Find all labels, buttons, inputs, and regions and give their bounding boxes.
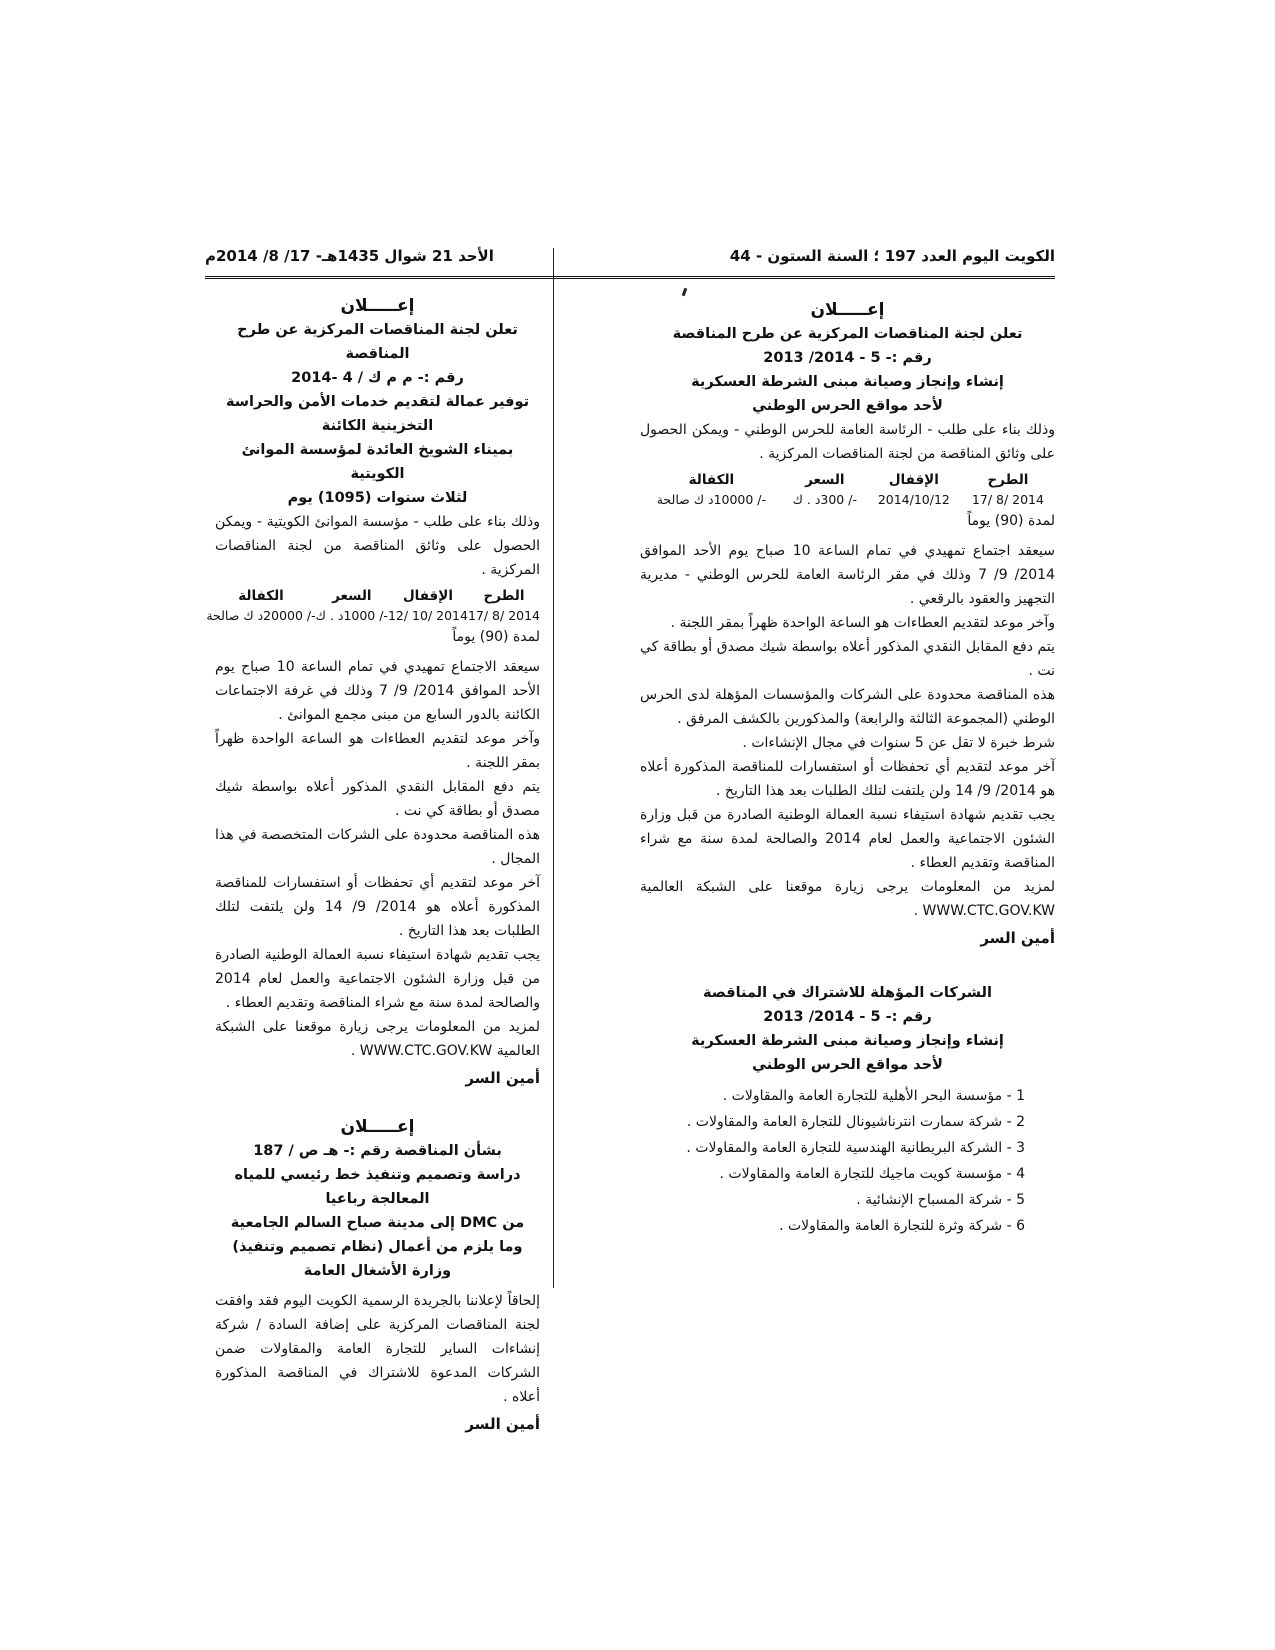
paragraph: وآخر موعد لتقديم العطاءات هو الساعة الواحدة ظهراً بمقر اللجنة .: [215, 731, 540, 771]
announcement-title: إعـــــلان: [340, 1117, 415, 1137]
qualified-heading: الشركات المؤهلة للاشتراك في المناقصة: [703, 985, 992, 1001]
right-column: [640, 300, 1055, 1257]
announcement-title: إعـــــلان: [810, 300, 885, 320]
col-offer: الطرح: [483, 588, 525, 604]
paragraph: آخر موعد لتقديم أي تحفظات أو استفسارات للمناقصة المذكورة أعلاه هو 2014/ 9/ 14 ولن يلتفت لتلك الطلبات بعد هذا التاريخ .: [640, 759, 1055, 799]
paragraph: سيعقد اجتماع تمهيدي في تمام الساعة 10 صباح يوم الأحد الموافق 2014/ 9/ 7 وذلك في مقر الرئاسة العامة للحرس الوطني - مديرية التجهيز والعقود بالرقعي .: [640, 543, 1055, 607]
tender-dates-table: [206, 586, 540, 625]
ministry-name: وزارة الأشغال العامة: [303, 1263, 452, 1279]
list-item: 2 - شركة سمارت انترناشيونال للتجارة العامة والمقاولات .: [686, 1114, 1025, 1130]
cell-price: -/ 1000د . ك: [315, 608, 388, 623]
tender-subject-3: وما يلزم من أعمال (نظام تصميم وتنفيذ): [232, 1239, 523, 1255]
left-column: [206, 296, 540, 1451]
tender-subject-2: من DMC إلى مدينة صباح السالم الجامعية: [230, 1215, 525, 1231]
header-date: الأحد 21 شوال 1435هـ- 17/ 8/ 2014م: [205, 247, 494, 265]
cell-offer: 2014 /8 /17: [971, 492, 1044, 507]
header-rule: [205, 276, 1055, 279]
validity: لمدة (90) يوماً: [967, 513, 1055, 529]
cell-guarantee: -/ 20000د ك صالحة: [206, 608, 316, 623]
tender-subject: توفير عمالة لتقديم خدمات الأمن والحراسة التخزينية الكائنة: [225, 394, 530, 434]
announcement-heading: تعلن لجنة المناقصات المركزية عن طرح المناقصة: [672, 326, 1023, 342]
paragraph: يجب تقديم شهادة استيفاء نسبة العمالة الوطنية الصادرة من قبل وزارة الشئون الاجتماعية والعمل لعام 2014 والصالحة لمدة سنة مع شراء المناقصة وتقديم العطاء .: [640, 807, 1056, 871]
tender-duration: لثلاث سنوات (1095) يوم: [287, 490, 468, 506]
list-item: 6 - شركة وثرة للتجارة العامة والمقاولات .: [779, 1218, 1025, 1234]
header-issue-info: الكويت اليوم العدد 197 ؛ السنة الستون - 44: [729, 247, 1055, 265]
col-price: السعر: [805, 472, 845, 488]
tender-intro: وذلك بناء على طلب - مؤسسة الموانئ الكويتية - ويمكن الحصول على وثائق المناقصة من لجنة المناقصات المركزية .: [215, 514, 540, 578]
paragraph: إلحاقاً لإعلاننا بالجريدة الرسمية الكويت اليوم فقد وافقت لجنة المناقصات المركزية على إضافة السادة / شركة إنشاءات الساير للتجارة العامة والمقاولات ضمن الشركات المدعوة للاشتراك في المناقصة المذكورة أعلاه .: [215, 1293, 540, 1405]
qualified-companies: [640, 981, 1055, 1239]
tender-intro: وذلك بناء على طلب - الرئاسة العامة للحرس الوطني - ويمكن الحصول على وثائق المناقصة من لجنة المناقصات المركزية .: [640, 422, 1055, 462]
cell-offer: 2014 /8 /17: [467, 608, 540, 623]
tender-subject: إنشاء وإنجاز وصيانة مبنى الشرطة العسكرية: [691, 1033, 1004, 1049]
announcement-title: إعـــــلان: [340, 296, 415, 316]
paragraph: هذه المناقصة محدودة على الشركات المتخصصة في هذا المجال .: [215, 827, 540, 867]
tender-subject-2: لأحد مواقع الحرس الوطني: [752, 398, 943, 414]
tender-number: رقم :- م م ك / 4 -2014: [291, 370, 464, 386]
col-closing: الإقفال: [888, 472, 939, 488]
scan-mark: [682, 288, 688, 297]
announcement-military-police: [640, 300, 1055, 947]
paragraph: يتم دفع المقابل النقدي المذكور أعلاه بواسطة شيك مصدق أو بطاقة كي نت .: [640, 639, 1055, 679]
col-price: السعر: [332, 588, 372, 604]
list-item: 3 - الشركة البريطانية الهندسية للتجارة العامة والمقاولات .: [686, 1140, 1025, 1156]
list-item: 4 - مؤسسة كويت ماجيك للتجارة العامة والمقاولات .: [719, 1166, 1025, 1182]
paragraph: لمزيد من المعلومات يرجى زيارة موقعنا على الشبكة العالمية WWW.CTC.GOV.KW .: [215, 1019, 540, 1059]
list-item: 5 - شركة المسباح الإنشائية .: [856, 1192, 1025, 1208]
paragraph: يجب تقديم شهادة استيفاء نسبة العمالة الوطنية الصادرة من قبل وزارة الشئون الاجتماعية والعمل لعام 2014 والصالحة لمدة سنة مع شراء المناقصة وتقديم العطاء .: [215, 947, 540, 1011]
tender-subject: إنشاء وإنجاز وصيانة مبنى الشرطة العسكرية: [691, 374, 1004, 390]
paragraph: شرط خبرة لا تقل عن 5 سنوات في مجال الإنشاءات .: [742, 735, 1055, 751]
col-offer: الطرح: [987, 472, 1029, 488]
col-guarantee: الكفالة: [238, 588, 284, 604]
paragraph: آخر موعد لتقديم أي تحفظات أو استفسارات للمناقصة المذكورة أعلاه هو 2014/ 9/ 14 ولن يلتفت لتلك الطلبات بعد هذا التاريخ .: [215, 875, 540, 939]
paragraph: يتم دفع المقابل النقدي المذكور أعلاه بواسطة شيك مصدق أو بطاقة كي نت .: [215, 779, 540, 819]
paragraph: سيعقد الاجتماع تمهيدي في تمام الساعة 10 صباح يوم الأحد الموافق 2014/ 9/ 7 وذلك في غرفة الاجتماعات الكائنة بالدور السابع من مبنى مجمع الموانئ .: [215, 659, 540, 723]
signer: أمين السر: [980, 929, 1055, 947]
signer: أمين السر: [465, 1069, 540, 1087]
tender-subject: دراسة وتصميم وتنفيذ خط رئيسي للمياه المعالجة رباعيا: [234, 1167, 521, 1207]
list-item: 1 - مؤسسة البحر الأهلية للتجارة العامة والمقاولات .: [722, 1088, 1025, 1104]
cell-closing: 2014 /10 /12: [387, 608, 468, 623]
col-closing: الإقفال: [402, 588, 453, 604]
validity: لمدة (90) يوماً: [452, 629, 540, 645]
tender-subject-2: بميناء الشويخ العائدة لمؤسسة الموانئ الكويتية: [241, 442, 514, 482]
cell-closing: 2014/10/12: [877, 492, 950, 507]
company-list: [640, 1083, 1055, 1239]
announcement-water-line: [215, 1117, 540, 1433]
cell-guarantee: -/ 10000د ك صالحة: [656, 492, 767, 507]
tender-dates-table: [640, 470, 1055, 509]
tender-number: بشأن المناقصة رقم :- هـ ص / 187: [253, 1143, 502, 1159]
tender-number: رقم :- 5 - 2014/ 2013: [763, 1009, 932, 1025]
paragraph: وآخر موعد لتقديم العطاءات هو الساعة الواحدة ظهراً بمقر اللجنة .: [670, 615, 1055, 631]
page-header: [205, 247, 1055, 275]
column-divider: [553, 248, 554, 1288]
announcement-security-labor: [206, 296, 540, 1087]
signer: أمين السر: [465, 1415, 540, 1433]
announcement-heading: تعلن لجنة المناقصات المركزية عن طرح المناقصة: [237, 322, 518, 362]
paragraph: لمزيد من المعلومات يرجى زيارة موقعنا على الشبكة العالمية WWW.CTC.GOV.KW .: [640, 879, 1055, 919]
paragraph: هذه المناقصة محدودة على الشركات والمؤسسات المؤهلة لدى الحرس الوطني (المجموعة الثالثة والرابعة) والمذكورين بالكشف المرفق .: [640, 687, 1055, 727]
col-guarantee: الكفالة: [688, 472, 735, 488]
cell-price: -/ 300د . ك: [792, 492, 857, 507]
tender-subject-2: لأحد مواقع الحرس الوطني: [752, 1057, 943, 1073]
tender-number: رقم :- 5 - 2014/ 2013: [763, 350, 932, 366]
